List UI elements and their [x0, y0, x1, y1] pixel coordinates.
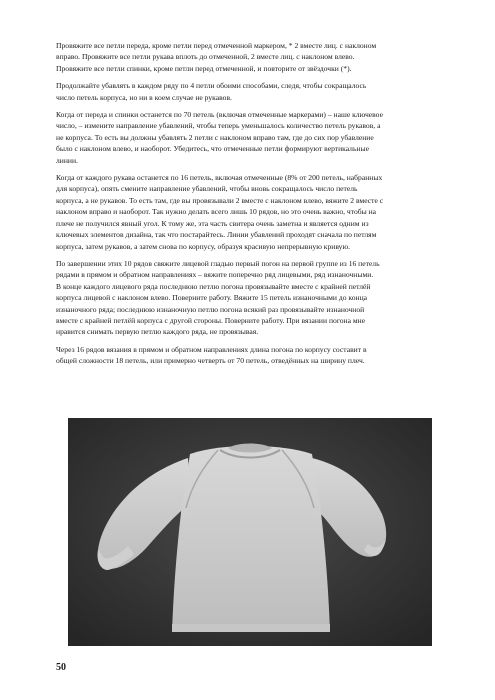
text-line: наклоном вправо и наоборот. Так нужно делать всего лишь 10 рядов, но это очень важно, чтобы на: [56, 207, 377, 217]
text-line: вправо. Провяжите все петли рукава вплоть до отмеченной, 2 вместе лиц. с наклоном влево.: [56, 52, 355, 62]
text-line: было с наклоном влево, и наоборот. Убедитесь, что отмеченные петли формируют вертикальные: [56, 144, 369, 154]
text-line: Продолжайте убавлять в каждом ряду по 4 петли обоими способами, следя, чтобы сокращалось: [56, 81, 367, 91]
text-line: число, – измените направление убавлений, чтобы теперь уменьшалось количество петель рукавов, а: [56, 121, 381, 131]
text-line: для корпуса), опять смените направление убавлений, чтобы вновь сокращалось число петель: [56, 184, 358, 194]
sweater-photo: [68, 418, 432, 646]
text-line: В конце каждого лицевого ряда последнюю петлю погона провязывайте вместе с крайней петлёй: [56, 281, 371, 291]
text-line: вместе с крайней петлёй корпуса с другой стороны. Поверните работу. При вязании погона мне: [56, 315, 366, 325]
text-line: Провяжите все петли переда, кроме петли перед отмеченной маркером, * 2 вместе лиц. с наклоном: [56, 41, 377, 50]
text-line: линии.: [56, 155, 78, 165]
text-line: корпуса лицевой с наклоном влево. Поверните работу. Вяжите 15 петель изнаночными до конца: [56, 293, 368, 303]
text-line: По завершении этих 10 рядов свяжите лицевой гладью первый погон на первой группе из 16 петель: [56, 258, 380, 268]
paragraph-6: [56, 344, 446, 367]
paragraph-2: [56, 80, 446, 103]
text-line: корпуса, а не рукавов. То есть там, где вы провязывали 2 вместе с наклоном влево, вяжите 2 вместе с: [56, 195, 384, 205]
text-line: число петель корпуса, но ни в коем случае не рукавов.: [56, 92, 232, 102]
text-line: корпуса, затем рукавов, а затем снова по корпусу, образуя красивую непрерывную кривую.: [56, 241, 351, 251]
text-line: Когда от переда и спинки останется по 70 петель (включая отмеченные маркерами) – наше ключевое: [56, 110, 383, 120]
text-line: общей сложности 18 петель, или примерно четверть от 70 петель, отведённых на ширину плеч.: [56, 356, 365, 366]
text-line: Через 16 рядов вязания в прямом и обратном направлениях длина погона по корпусу составит в: [56, 344, 367, 354]
text-line: Когда от каждого рукава останется по 16 петель, включая отмеченные (8% от 200 петель, набранных: [56, 173, 383, 183]
page-number: 50: [56, 662, 66, 673]
text-line: нравится снимать первую петлю каждого ряда, не провязывая.: [56, 327, 259, 337]
page-text: [56, 40, 446, 373]
paragraph-3: [56, 109, 446, 166]
paragraph-1: [56, 40, 446, 74]
text-line: плече не получился явный угол. К тому же, эта часть свитера очень заметна и является одним из: [56, 218, 369, 228]
sweater-image: [68, 418, 432, 646]
paragraph-4: [56, 172, 446, 252]
text-line: не корпуса. То есть вы должны убавлять 2 петли с наклоном вправо там, где до сих пор убавление: [56, 132, 374, 142]
text-line: рядами в прямом и обратном направлениях – вяжите поперечно ряд лицевыми, ряд изнаночными.: [56, 270, 374, 280]
text-line: Провяжите все петли спинки, кроме петли перед отмеченной, и повторите от звёздочки (*).: [56, 63, 352, 73]
text-line: изнаночного ряда; последнюю изнаночную петлю погона всякий раз провязывайте изнаночной: [56, 304, 365, 314]
paragraph-5: [56, 258, 446, 338]
text-line: ключевых элементов дизайна, так что постарайтесь. Линии убавлений проходят сначала по петлям: [56, 230, 377, 240]
